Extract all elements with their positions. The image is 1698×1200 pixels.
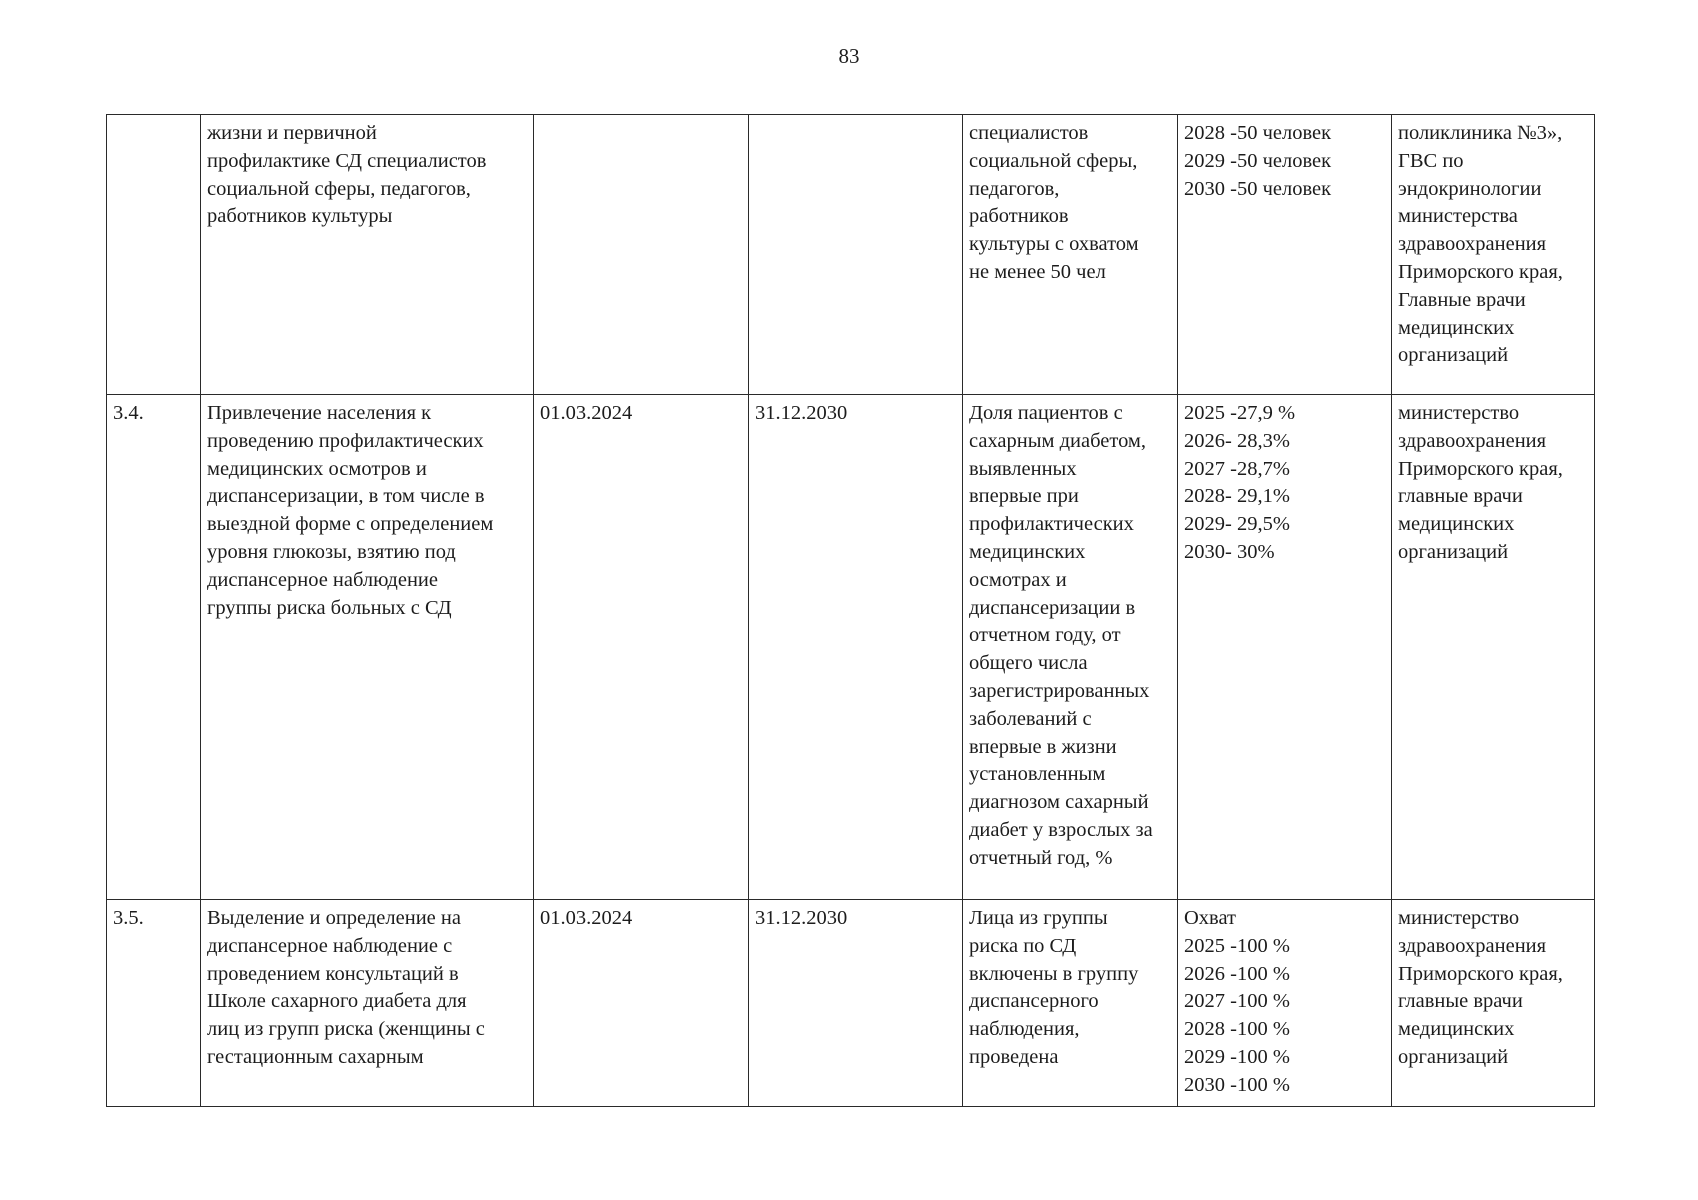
table-row	[107, 115, 1595, 395]
row-number-cell: 3.5.	[107, 900, 201, 1107]
target-values-cell: 2025 -27,9 % 2026- 28,3% 2027 -28,7% 2028- 29,1% 2029- 29,5% 2030- 30%	[1178, 395, 1392, 900]
target-values-cell: 2028 -50 человек 2029 -50 человек 2030 -50 человек	[1178, 115, 1392, 395]
responsible-cell: поликлиника №3», ГВС по эндокринологии министерства здравоохранения Приморского края, Главные врачи медицинских организаций	[1392, 115, 1595, 395]
end-date-cell: 31.12.2030	[749, 900, 963, 1107]
target-values-cell: Охват 2025 -100 % 2026 -100 % 2027 -100 % 2028 -100 % 2029 -100 % 2030 -100 %	[1178, 900, 1392, 1107]
indicator-cell: специалистов социальной сферы, педагогов, работников культуры с охватом не менее 50 чел	[963, 115, 1178, 395]
end-date-cell: 31.12.2030	[749, 395, 963, 900]
start-date-cell	[534, 115, 749, 395]
row-number-cell	[107, 115, 201, 395]
table-row	[107, 900, 1595, 1107]
indicator-cell: Лица из группы риска по СД включены в группу диспансерного наблюдения, проведена	[963, 900, 1178, 1107]
table-row	[107, 395, 1595, 900]
event-cell: жизни и первичной профилактике СД специалистов социальной сферы, педагогов, работников культуры	[201, 115, 534, 395]
responsible-cell: министерство здравоохранения Приморского края, главные врачи медицинских организаций	[1392, 395, 1595, 900]
measures-table	[106, 114, 1595, 1107]
end-date-cell	[749, 115, 963, 395]
start-date-cell: 01.03.2024	[534, 395, 749, 900]
event-cell: Выделение и определение на диспансерное наблюдение с проведением консультаций в Школе сахарного диабета для лиц из групп риска (женщины с гестационным сахарным	[201, 900, 534, 1107]
responsible-cell: министерство здравоохранения Приморского края, главные врачи медицинских организаций	[1392, 900, 1595, 1107]
start-date-cell: 01.03.2024	[534, 900, 749, 1107]
page-number: 83	[838, 44, 860, 68]
row-number-cell: 3.4.	[107, 395, 201, 900]
event-cell: Привлечение населения к проведению профилактических медицинских осмотров и диспансеризации, в том числе в выездной форме с определением уровня глюкозы, взятию под диспансерное наблюдение группы риска больных с СД	[201, 395, 534, 900]
indicator-cell: Доля пациентов с сахарным диабетом, выявленных впервые при профилактических медицинских осмотрах и диспансеризации в отчетном году, от общего числа зарегистрированных заболеваний с впервые в жизни установленным диагнозом сахарный диабет у взрослых за отчетный год, %	[963, 395, 1178, 900]
